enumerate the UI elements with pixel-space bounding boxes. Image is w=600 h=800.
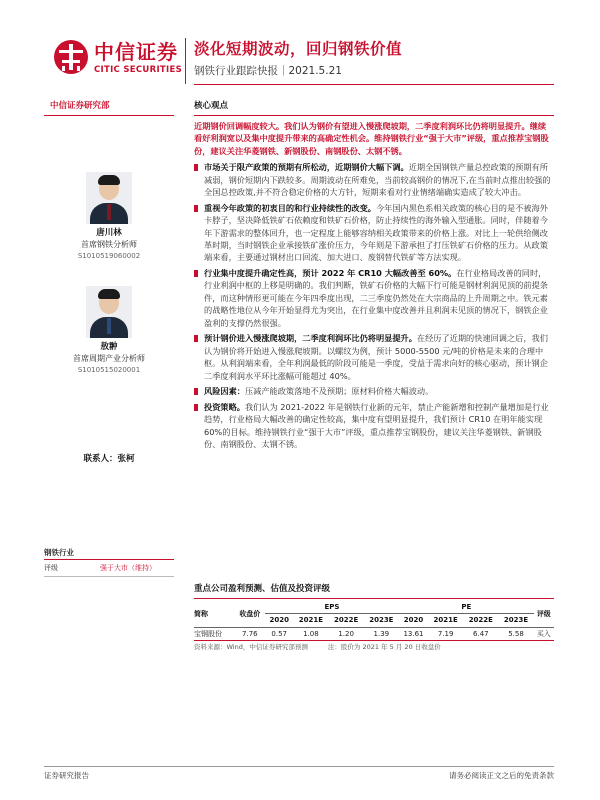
cell-eps: 1.39	[364, 627, 399, 641]
analyst-name: 唐川林	[96, 228, 122, 238]
source-text: 资料来源：Wind，中信证券研究部预测	[194, 643, 308, 652]
contact-person: 联系人：张柯	[83, 454, 135, 464]
rating-row	[44, 563, 174, 577]
bullet-point	[194, 385, 554, 397]
table-row	[194, 627, 554, 641]
logo-text-cn: 中信证券	[94, 40, 178, 64]
institute-name: 中信证券研究部	[50, 101, 110, 111]
analyst-card	[44, 172, 174, 261]
col-eps: EPS	[265, 601, 399, 614]
cell-eps: 1.20	[329, 627, 364, 641]
analyst-role: 首席周期产业分析师	[73, 353, 145, 363]
table-title: 重点公司盈利预测、估值及投资评级	[194, 583, 554, 599]
cell-pe: 6.47	[463, 627, 498, 641]
table-source	[194, 643, 554, 653]
report-header	[0, 0, 600, 92]
report-subtitle: 钢铁行业跟踪快报｜2021.5.21	[194, 65, 342, 77]
logo-text-en: CITIC SECURITIES	[94, 65, 183, 75]
footer-left: 证券研究报告	[44, 771, 89, 780]
main-content	[194, 100, 554, 453]
cell-rating: 买入	[534, 627, 554, 641]
bullet-text: 近期全国钢铁产量总控政策的预期有所减弱，钢价短期内下跌较多。周期波动在所难免，当前较高钢价的情况下,在当前时点推出较强的全国总控政策,并不符合稳定价格的大方针，短期来看对行业情绪端确实造成了较大冲击。	[204, 162, 551, 198]
col-pe: PE	[399, 601, 534, 614]
cell-price: 7.76	[235, 627, 265, 641]
col-name: 简称	[194, 601, 235, 628]
analyst-role: 首席钢铁分析师	[81, 239, 137, 249]
col-year: 2022E	[463, 614, 498, 628]
forecast-table-section	[194, 583, 554, 653]
cell-name: 宝钢股份	[194, 627, 235, 641]
report-title: 淡化短期波动，回归钢铁价值	[194, 40, 403, 58]
cell-pe: 7.19	[428, 627, 463, 641]
bullet-lead: 市场关于限产政策的预期有所松动，近期钢价大幅下调。	[204, 162, 409, 173]
bullet-text: 在经历了近期的快速回调之后，我们认为钢价将开始进入慢涨爬坡期。以螺纹为例，预计 5000-5500 元/吨的价格是未来的合理中枢。从利润端来看，全年利润最低的阶段可能是一季度，受益于需求向好的核心驱动，预计钢企二季度利润水平环比涨幅可能超过 40%。	[204, 333, 548, 381]
header-divider	[185, 38, 186, 84]
rating-value: 强于大市（维持）	[100, 564, 156, 573]
table-group-header	[194, 601, 554, 614]
col-year: 2020	[399, 614, 428, 628]
industry-rating	[44, 547, 174, 577]
analyst-card	[44, 286, 174, 375]
analyst-name: 敖翀	[100, 342, 118, 352]
bullet-text: 压减产能政策落地不及预期；原材料价格大幅波动。	[244, 386, 434, 397]
bullet-text: 今年国内黑色系相关政策的核心目的是不被海外卡脖子，坚决降低铁矿石依赖度和铁矿石价格，防止持续性的海外输入型通胀。同时，伴随着今年下游需求的整体回升，也一定程度上能够容纳相关政策带来的价格上涨。对比上一轮供给侧改革时期，当时钢铁企业承接铁矿涨价压力，今年则是下游承担了打压铁矿石价格的压力。从政策端来看，主要通过钢材出口回流、加大进口、废钢替代铁矿等方法实现。	[204, 202, 548, 263]
bullet-point	[194, 332, 554, 382]
analyst-cert: S1010519060002	[77, 251, 141, 260]
institute-rule	[44, 115, 174, 117]
col-price: 收盘价	[235, 601, 265, 628]
col-year: 2020	[265, 614, 293, 628]
analyst-photo	[86, 286, 132, 338]
bullet-lead: 预计钢价进入慢涨爬坡期，二季度利润环比仍将明显提升。	[204, 333, 417, 344]
core-view-title: 核心观点	[194, 100, 554, 116]
bullet-point	[194, 202, 554, 264]
cell-pe: 5.58	[498, 627, 533, 641]
core-view-summary: 近期钢价回调幅度较大。我们认为钢价有望进入慢涨爬坡期，二季度利润环比仍将明显提升。继续看好利润宽以及集中度提升带来的高确定性机会。维持钢铁行业“强于大市”评级，重点推荐宝钢股份，建议关注华菱钢铁、新钢股份、南钢股份、太钢不锈。	[194, 120, 549, 156]
analyst-cert: S1010515020001	[77, 365, 141, 374]
bullet-text: 我们认为 2021-2022 年是钢铁行业新的元年，禁止产能新增和控制产量增加是行业趋势，行业格局大幅改善的确定性较高，集中度有望明显提升，我们预计 CR10 在明年能实现 60%的目标。维持钢铁行业“强于大市”评级，重点推荐宝钢股份，建议关注华菱钢铁、新钢股份、南钢股份、太钢不锈。	[204, 401, 549, 449]
col-year: 2021E	[293, 614, 328, 628]
bullet-point	[194, 401, 554, 451]
footer-rule	[44, 766, 554, 767]
bullet-point	[194, 161, 554, 198]
col-year: 2021E	[428, 614, 463, 628]
bullet-point	[194, 267, 554, 329]
header-rule	[194, 84, 554, 85]
forecast-table	[194, 601, 554, 642]
bullet-lead: 重视今年政策的初衷目的和行业持续性的改变。	[204, 202, 376, 213]
cell-pe: 13.61	[399, 627, 428, 641]
col-rating: 评级	[534, 601, 554, 628]
col-year: 2022E	[329, 614, 364, 628]
cell-eps: 0.57	[265, 627, 293, 641]
note-text: 注：股价为 2021 年 5 月 20 日收盘价	[327, 643, 441, 652]
cell-eps: 1.08	[293, 627, 328, 641]
bullet-lead: 投资策略。	[204, 401, 245, 412]
bullet-lead: 风险因素：	[204, 386, 245, 397]
col-year: 2023E	[364, 614, 399, 628]
bullet-text: 在行业格局改善的同时，行业利润中枢的上移是明确的。我们判断，铁矿石价格的大幅下行可能是钢材利润见顶的前提条件，而这种情形更可能在今年四季度出现，二三季度仍然处在大宗商品的上升周期之中。铁元素的战略性地位从今年开始显得尤为突出，在行业集中度改善并且利润未见顶的情况下，钢铁企业盈利的支撑仍然很强。	[204, 267, 548, 328]
rating-title: 钢铁行业	[44, 547, 174, 560]
analyst-photo	[86, 172, 132, 224]
rating-key: 评级	[44, 564, 58, 573]
bullet-lead: 行业集中度提升确定性高，预计 2022 年 CR10 大幅改善至 60%。	[204, 267, 457, 278]
citic-logo-icon	[54, 40, 88, 74]
col-year: 2023E	[498, 614, 533, 628]
footer-disclaimer: 请务必阅读正文之后的免责条款	[449, 771, 554, 780]
